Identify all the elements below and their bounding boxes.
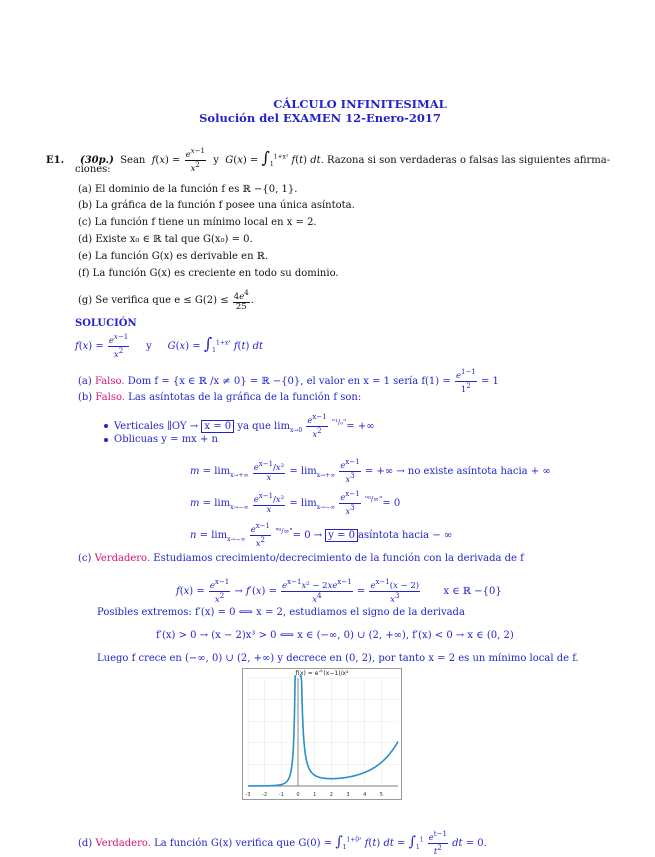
- page-subtitle: Solución del EXAMEN 12-Enero-2017: [199, 111, 441, 125]
- sol-d: (d) Verdadero. La función G(x) verifica que $G(0) = \int_1^{1+0^2}$ f(t) dt = $\int_1^1$ $\frac{e^{t-1}}{t^2}$ dt = 0.: [78, 830, 487, 857]
- sol-d-label: (d): [78, 837, 93, 849]
- solution-heading: SOLUCIÓN: [75, 318, 137, 329]
- sol-b: [78, 392, 361, 404]
- horizontal-asymptote-box: y = 0: [325, 529, 358, 542]
- sol-b-text: Las asíntotas de la gráfica de la función f son:: [128, 392, 362, 403]
- item-a: (a) El dominio de la función f es ℝ −{0, 1}.: [78, 184, 298, 195]
- problem-line: E1. (30p.) Sean f(x) = $\frac{e^{x-1}}{x^2}$ y $G(x) = \int_1^{1+x^2}$ f(t) dt. Razona si son verdaderas o falsas las siguientes afirma-: [46, 147, 611, 174]
- item-g: (g) Se verifica que e ≤ G(2) ≤ $\frac{4e^4}{25}$ .: [78, 289, 254, 312]
- x-tick-label: 3: [346, 792, 350, 798]
- vert-tail: ya que: [237, 420, 271, 432]
- n-limit: $n = \lim_{x\to-\infty}$ $\frac{e^{x-1}}{x^2}$ $^{"^0/\infty"}$= 0 → y = 0 asíntota hacia − ∞: [190, 522, 453, 549]
- sol-a: (a) Falso. Dom f = {x ∈ ℝ /x ≠ 0} = ℝ −{0}, el valor en x = 1 sería f(1) = $\frac{e^{1-1}}{1^2}$ = 1: [78, 368, 499, 395]
- item-d: (d) Existe x₀ ∈ ℝ tal que G(x₀) = 0.: [78, 234, 253, 245]
- sol-c-verdict: Verdadero.: [94, 553, 151, 564]
- sol-b-label: (b): [78, 392, 93, 403]
- x-tick-label: 2: [329, 792, 333, 798]
- item-c: (c) La función f tiene un mínimo local en x = 2.: [78, 217, 317, 228]
- x-tick-label: 0: [296, 792, 300, 798]
- function-graph: [242, 668, 402, 800]
- sol-c-label: (c): [78, 553, 92, 564]
- sol-a-verdict: Falso.: [94, 375, 125, 387]
- bullet-icon: [104, 438, 108, 442]
- solution-defs: f(x) = $\frac{e^{x-1}}{x^2}$ y $G(x) = \int_1^{1+x^2}$ f(t) dt: [75, 333, 263, 360]
- bullet-icon: [104, 424, 108, 428]
- sol-a-text: Dom f = {x ∈ ℝ /x ≠ 0} = ℝ −{0}, el valor en x = 1 sería f(1) =: [127, 375, 451, 387]
- sol-c-text: Estudiamos crecimiento/decrecimiento de la función con la derivada de f: [153, 553, 524, 564]
- vert-asymptote-box: x = 0: [201, 420, 234, 433]
- item-f: (f) La función G(x) es creciente en todo su dominio.: [78, 268, 339, 279]
- statement-text: . Razona si son verdaderas o falsas las siguientes afirma-: [320, 154, 611, 166]
- x-tick-label: -3: [245, 792, 251, 798]
- sol-b-oblique: [104, 434, 218, 446]
- sol-b-vertical: Verticales ∥OY → x = 0 ya que $\lim_{x\to 0}$ $\frac{e^{x-1}}{x^2}$ $^{"^1/_0"}$= +∞: [104, 413, 375, 440]
- derivative-sign: f′(x) > 0 → (x − 2)x³ > 0 ⟺ x ∈ (−∞, 0) ∪ (2, +∞), f′(x) < 0 → x ∈ (0, 2): [156, 630, 514, 641]
- x-tick-label: 4: [363, 792, 367, 798]
- m-plus-infinity: $m = \lim_{x\to+\infty}$ $\frac{e^{x-1}/x^2}{x}$ = $\lim_{x\to+\infty}$ $\frac{e^{x-1}}{x^3}$ = +∞ → no existe asíntota hacia + ∞: [190, 458, 551, 485]
- derivative-domain: x ∈ ℝ −{0}: [443, 585, 502, 597]
- x-tick-label: 1: [313, 792, 317, 798]
- problem-label: E1.: [46, 154, 65, 166]
- derivative-formula: f(x) = $\frac{e^{x-1}}{x^2}$ → f′(x) = $\frac{e^{x-1}x^2 - 2xe^{x-1}}{x^4}$ = $\frac{e^{x-1}(x - 2)}{x^3}$ x ∈ ℝ −{0}: [176, 578, 502, 605]
- sol-d-text: La función G(x) verifica que G(0) =: [154, 837, 333, 849]
- possible-extrema: Posibles extremos: f′(x) = 0 ⟺ x = 2, estudiamos el signo de la derivada: [97, 607, 465, 618]
- item-e: (e) La función G(x) es derivable en ℝ.: [78, 251, 269, 262]
- n-tail: asíntota hacia − ∞: [358, 529, 453, 541]
- vert-text: Verticales ∥OY →: [114, 420, 199, 432]
- sol-b-verdict: Falso.: [95, 392, 125, 403]
- conclusion-c: Luego f crece en (−∞, 0) ∪ (2, +∞) y decrece en (0, 2), por tanto x = 2 es un mínimo local de f.: [97, 653, 579, 664]
- page-title: CÁLCULO INFINITESIMAL: [273, 97, 447, 111]
- sol-d-verdict: Verdadero.: [95, 837, 151, 849]
- sol-c: [78, 553, 524, 565]
- x-tick-label: -2: [262, 792, 268, 798]
- x-tick-label: 5: [379, 792, 383, 798]
- problem-points: (30p.): [79, 154, 114, 166]
- statement-text: y: [213, 154, 219, 166]
- item-g-text: (g) Se verifica que e ≤ G(2) ≤: [78, 294, 229, 306]
- sol-a-label: (a): [78, 375, 92, 387]
- item-b: (b) La gráfica de la función f posee una única asíntota.: [78, 200, 355, 211]
- x-tick-label: -1: [278, 792, 284, 798]
- graph-title: f(x) = e^(x−1)/x²: [295, 670, 349, 677]
- obl-text: Oblicuas y = mx + n: [114, 434, 218, 445]
- m1-tail: = +∞ → no existe asíntota hacia + ∞: [364, 465, 551, 477]
- statement-text: Sean: [120, 154, 146, 166]
- function-graph-svg: [242, 668, 402, 800]
- m-minus-infinity: $m = \lim_{x\to-\infty}$ $\frac{e^{x-1}/x^2}{x}$ = $\lim_{x\to-\infty}$ $\frac{e^{x-1}}{x^3}$ $^{"^0/\infty"}$= 0: [190, 490, 401, 517]
- statement-cont: ciones:: [75, 164, 111, 175]
